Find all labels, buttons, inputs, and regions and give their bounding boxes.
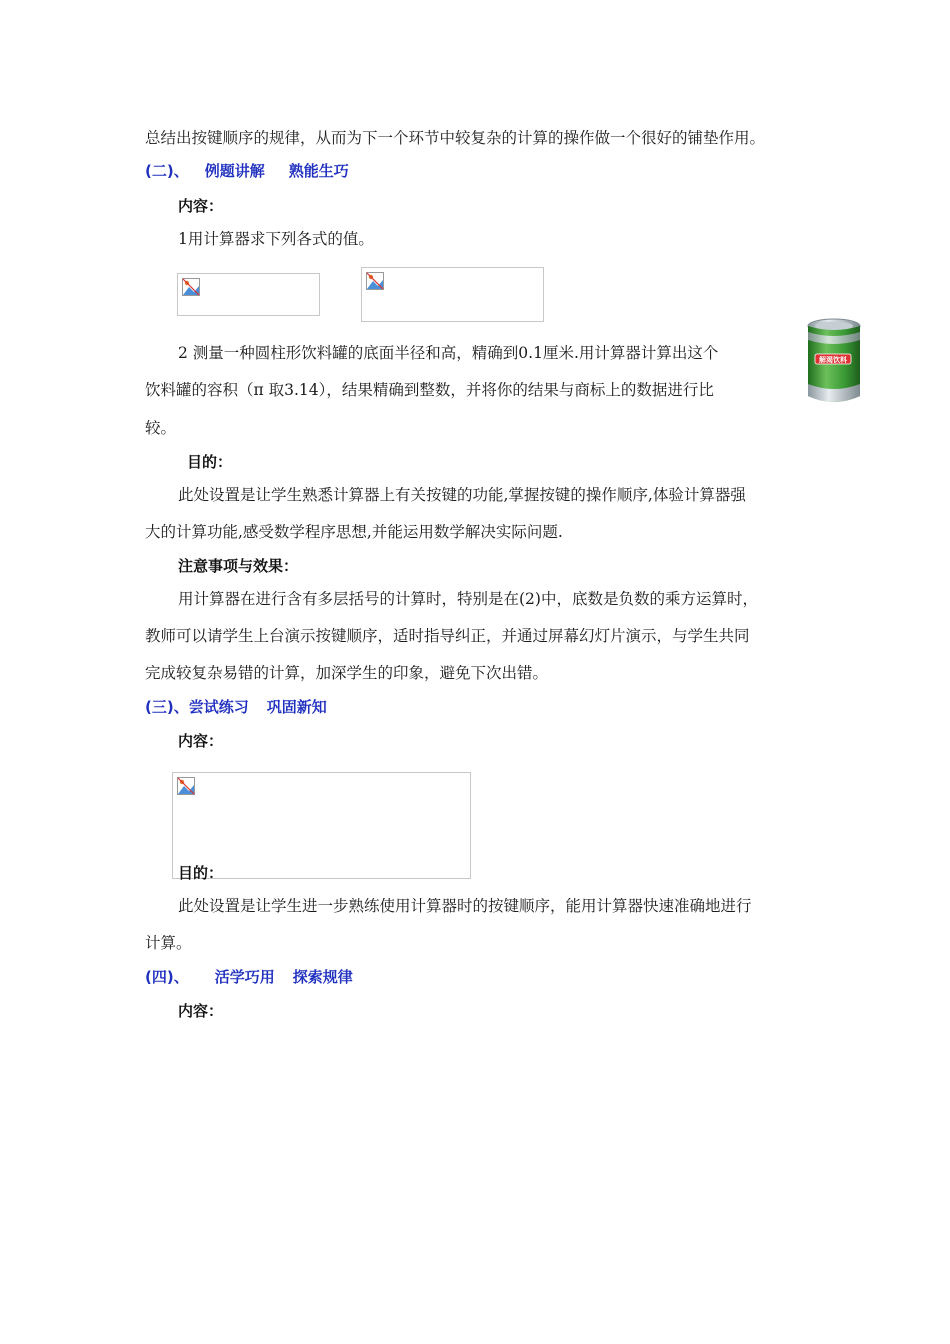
heading-number: (三)、 xyxy=(145,698,189,716)
text-line: 此处设置是让学生进一步熟练使用计算器时的按键顺序，能用计算器快速准确地进行 xyxy=(178,897,752,915)
notes-label: 注意事项与效果： xyxy=(178,557,299,575)
heading-part-b: 探索规律 xyxy=(292,968,353,986)
text-line: 计算。 xyxy=(145,934,192,952)
text-line: 总结出按键顺序的规律，从而为下一个环节中较复杂的计算的操作做一个很好的铺垫作用。 xyxy=(145,129,766,147)
drink-can-image xyxy=(806,318,862,408)
heading-number: (二)、 xyxy=(145,162,189,180)
purpose-label: 目的： xyxy=(187,453,233,471)
section-heading-3 xyxy=(145,697,327,717)
heading-part-b: 巩固新知 xyxy=(266,698,327,716)
section-heading-4 xyxy=(145,967,353,987)
content-label: 内容： xyxy=(178,732,224,750)
heading-part-a: 尝试练习 xyxy=(188,698,249,716)
heading-number: (四)、 xyxy=(145,968,189,986)
text-line: 较。 xyxy=(145,419,177,437)
content-label: 内容： xyxy=(178,1002,224,1020)
heading-part-a: 活学巧用 xyxy=(214,968,275,986)
purpose-label: 目的： xyxy=(178,864,224,882)
text-line: 2 测量一种圆柱形饮料罐的底面半径和高，精确到0.1厘米.用计算器计算出这个 xyxy=(178,344,719,362)
content-label: 内容： xyxy=(178,197,224,215)
section-heading-2 xyxy=(145,161,349,181)
heading-part-b: 熟能生巧 xyxy=(288,162,349,180)
heading-part-a: 例题讲解 xyxy=(204,162,265,180)
text-line: 教师可以请学生上台演示按键顺序，适时指导纠正，并通过屏幕幻灯片演示，与学生共同 xyxy=(145,627,750,645)
broken-image-icon xyxy=(366,272,384,290)
broken-image-icon xyxy=(177,777,195,795)
broken-image-icon xyxy=(182,278,200,296)
text-line: 大的计算功能,感受数学程序思想,并能运用数学解决实际问题. xyxy=(145,523,563,541)
text-line: 1用计算器求下列各式的值。 xyxy=(178,230,374,248)
text-line: 饮料罐的容积（π 取3.14），结果精确到整数，并将你的结果与商标上的数据进行比 xyxy=(145,381,714,399)
broken-image-placeholder xyxy=(361,267,544,322)
text-line: 完成较复杂易错的计算，加深学生的印象，避免下次出错。 xyxy=(145,664,549,682)
broken-image-placeholder xyxy=(177,273,320,316)
can-label: 解渴饮料 xyxy=(819,356,847,364)
text-line: 用计算器在进行含有多层括号的计算时，特别是在(2)中，底数是负数的乘方运算时， xyxy=(178,590,758,608)
text-line: 此处设置是让学生熟悉计算器上有关按键的功能,掌握按键的操作顺序,体验计算器强 xyxy=(178,486,746,504)
